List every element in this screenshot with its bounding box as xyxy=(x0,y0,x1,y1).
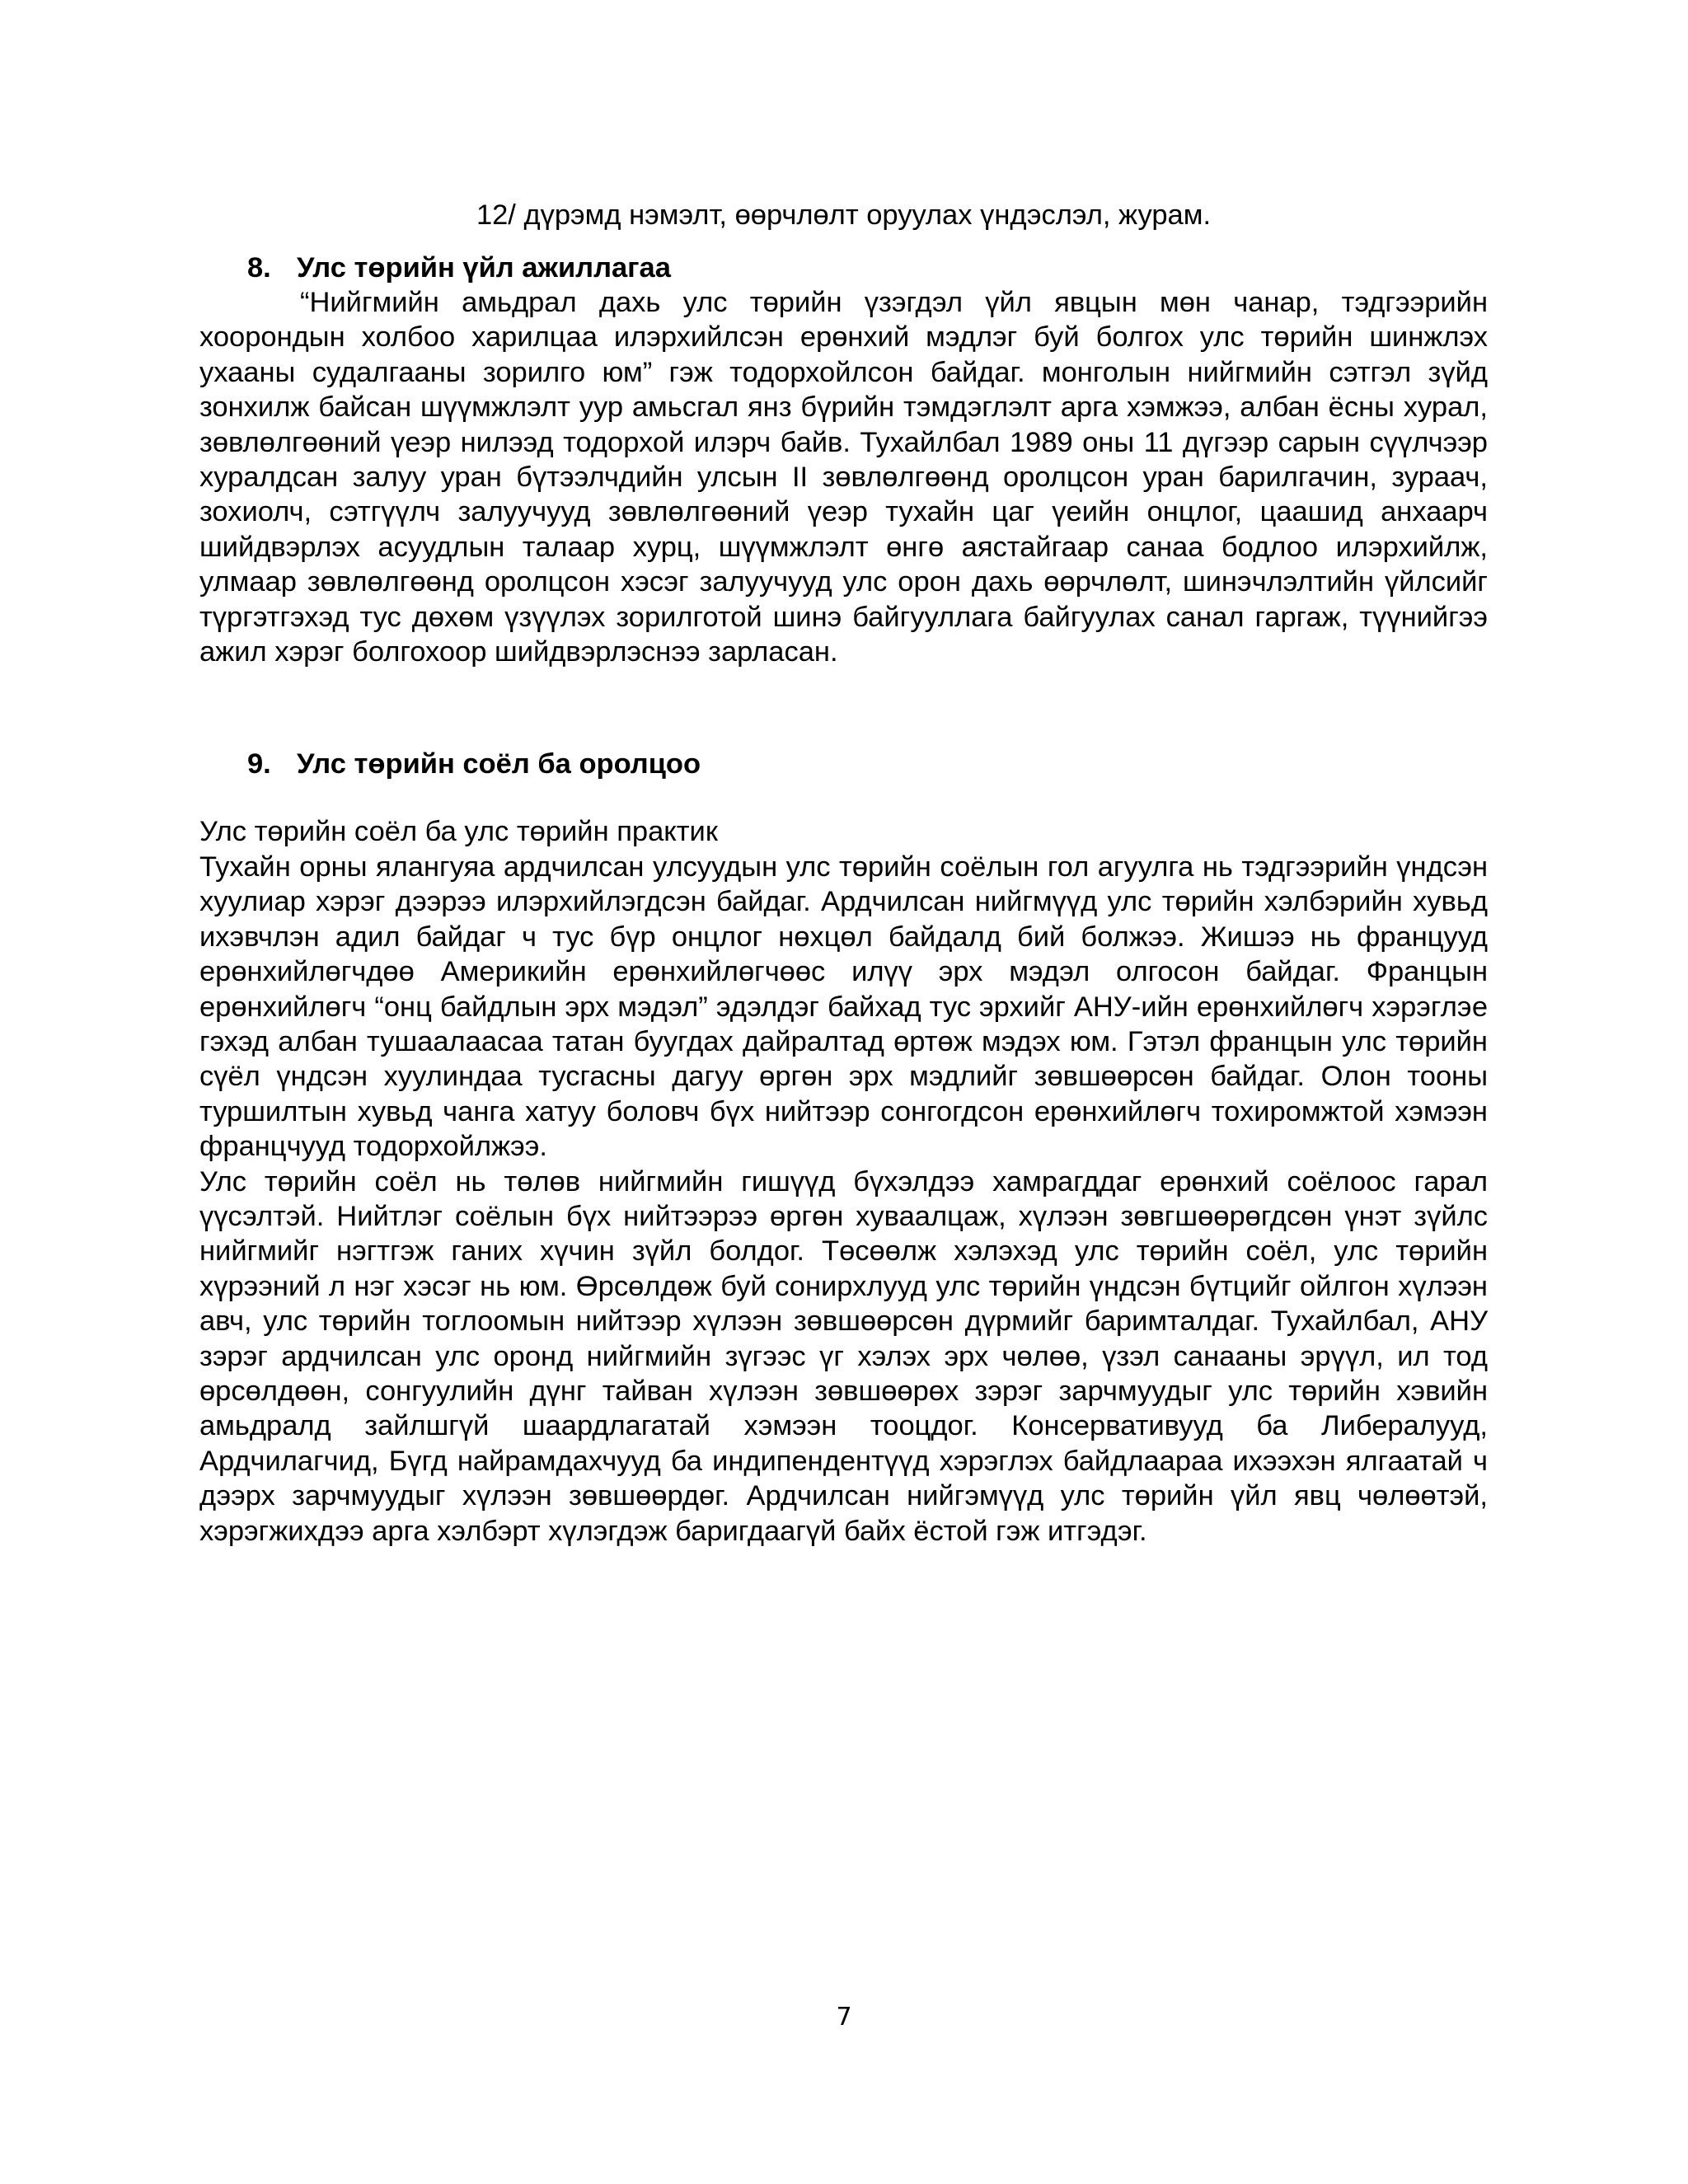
section-9-paragraph-2: Улс төрийн соёл нь төлөв нийгмийн гишүүд бүхэлдээ хамрагддаг ерөнхий соёлоос гарал үүсэлтэй. Нийтлэг соёлын бүх нийтээрээ өргөн хуваалцаж, хүлээн зөвгшөөрөгдсөн үнэт зүйлс нийгмийг нэгтгэж ганих хүчин зүйл болдог. Төсөөлж хэлэхэд улс төрийн соёл, улс төрийн хүрээний л нэг хэсэг нь юм. Өрсөлдөж буй сонирхлууд улс төрийн үндсэн бүтцийг ойлгон хүлээн авч, улс төрийн тоглоомын нийтээр хүлээн зөвшөөрсөн дүрмийг баримталдаг. Тухайлбал, АНУ зэрэг ардчилсан улс оронд нийгмийн зүгээс үг хэлэх эрх чөлөө, үзэл санааны эрүүл, ил тод өрсөлдөөн, сонгуулийн дүнг тайван хүлээн зөвшөөрөх зэрэг зарчмуудыг улс төрийн хэвийн амьдралд зайлшгүй шаардлагатай хэмээн тооцдог. Консервативууд ба Либералууд, Ардчилагчид, Бүгд найрамдахчууд ба индипендентүүд хэрэглэх байдлаараа ихээхэн ялгаатай ч дээрх зарчмуудыг хүлээн зөвшөөрдөг. Ардчилсан нийгэмүүд улс төрийн үйл явц чөлөөтэй, хэрэгжихдээ арга хэлбэрт хүлэгдэж баригдаагүй байх ёстой гэж итгэдэг. xyxy=(199,1165,1488,1547)
page-content xyxy=(199,198,1488,1549)
heading-spacer xyxy=(199,781,1488,814)
section-9-heading xyxy=(199,747,1488,781)
section-9-title: Улс төрийн соёл ба оролцоо xyxy=(297,748,701,780)
section-9-paragraph-1: Тухайн орны ялангуяа ардчилсан улсуудын улс төрийн соёлын гол агуулга нь тэдгээрийн үндсэн хуулиар хэрэг дээрээ илэрхийлэгдсэн байдаг. Ардчилсан нийгмүүд улс төрийн хэлбэрийн хувьд ихэвчлэн адил байдаг ч тус бүр онцлог нөхцөл байдалд бий болжээ. Жишээ нь францууд ерөнхийлөгчдөө Америкийн ерөнхийлөгчөөс илүү эрх мэдэл олгосон байдаг. Францын ерөнхийлөгч “онц байдлын эрх мэдэл” эдэлдэг байхад тус эрхийг АНУ-ийн ерөнхийлөгч хэрэглэе гэхэд албан тушаалаасаа татан буугдах дайралтад өртөж мэдэх юм. Гэтэл францын улс төрийн сүёл үндсэн хуулиндаа тусгасны дагуу өргөн эрх мэдлийг зөвшөөрсөн байдаг. Олон тооны туршилтын хувьд чанга хатуу боловч бүх нийтээр сонгогдсон ерөнхийлөгч тохиромжтой хэмээн францчууд тодорхойлжээ. xyxy=(199,851,1488,1163)
section-8-heading xyxy=(199,251,1488,285)
list-item-12: 12/ дүрэмд нэмэлт, өөрчлөлт оруулах үндэслэл, журам. xyxy=(476,199,1212,231)
page-number: 7 xyxy=(836,2003,852,2032)
section-8-number: 8. xyxy=(247,252,271,284)
section-9-subtitle: Улс төрийн соёл ба улс төрийн практик xyxy=(199,816,718,848)
section-8-title: Улс төрийн үйл ажиллагаа xyxy=(297,252,671,284)
section-spacer xyxy=(199,669,1488,747)
section-8-paragraph: “Нийгмийн амьдрал дахь улс төрийн үзэгдэл үйл явцын мөн чанар, тэдгээрийн хоорондын холбоо харилцаа илэрхийлсэн ерөнхий мэдлэг буй болгох улс төрийн шинжлэх ухааны судалгааны зорилго юм” гэж тодорхойлсон байдаг. монголын нийгмийн сэтгэл зүйд зонхилж байсан шүүмжлэлт уур амьсгал янз бүрийн тэмдэглэлт арга хэмжээ, албан ёсны хурал, зөвлөлгөөний үеэр нилээд тодорхой илэрч байв. Тухайлбал 1989 оны 11 дүгээр сарын сүүлчээр хуралдсан залуу уран бүтээлчдийн улсын II зөвлөлгөөнд оролцсон уран барилгачин, зураач, зохиолч, сэтгүүлч залуучууд зөвлөлгөөний үеэр тухайн цаг үеийн онцлог, цаашид анхаарч шийдвэрлэх асуудлын талаар хурц, шүүмжлэлт өнгө аястайгаар санаа бодлоо илэрхийлж, улмаар зөвлөлгөөнд оролцсон хэсэг залуучууд улс орон дахь өөрчлөлт, шинэчлэлтийн үйлсийг түргэтгэхэд тус дөхөм үзүүлэх зорилготой шинэ байгууллага байгуулах санал гаргаж, түүнийгээ ажил хэрэг болгохоор шийдвэрлэснээ зарласан. xyxy=(199,287,1488,668)
section-9-number: 9. xyxy=(247,748,271,780)
